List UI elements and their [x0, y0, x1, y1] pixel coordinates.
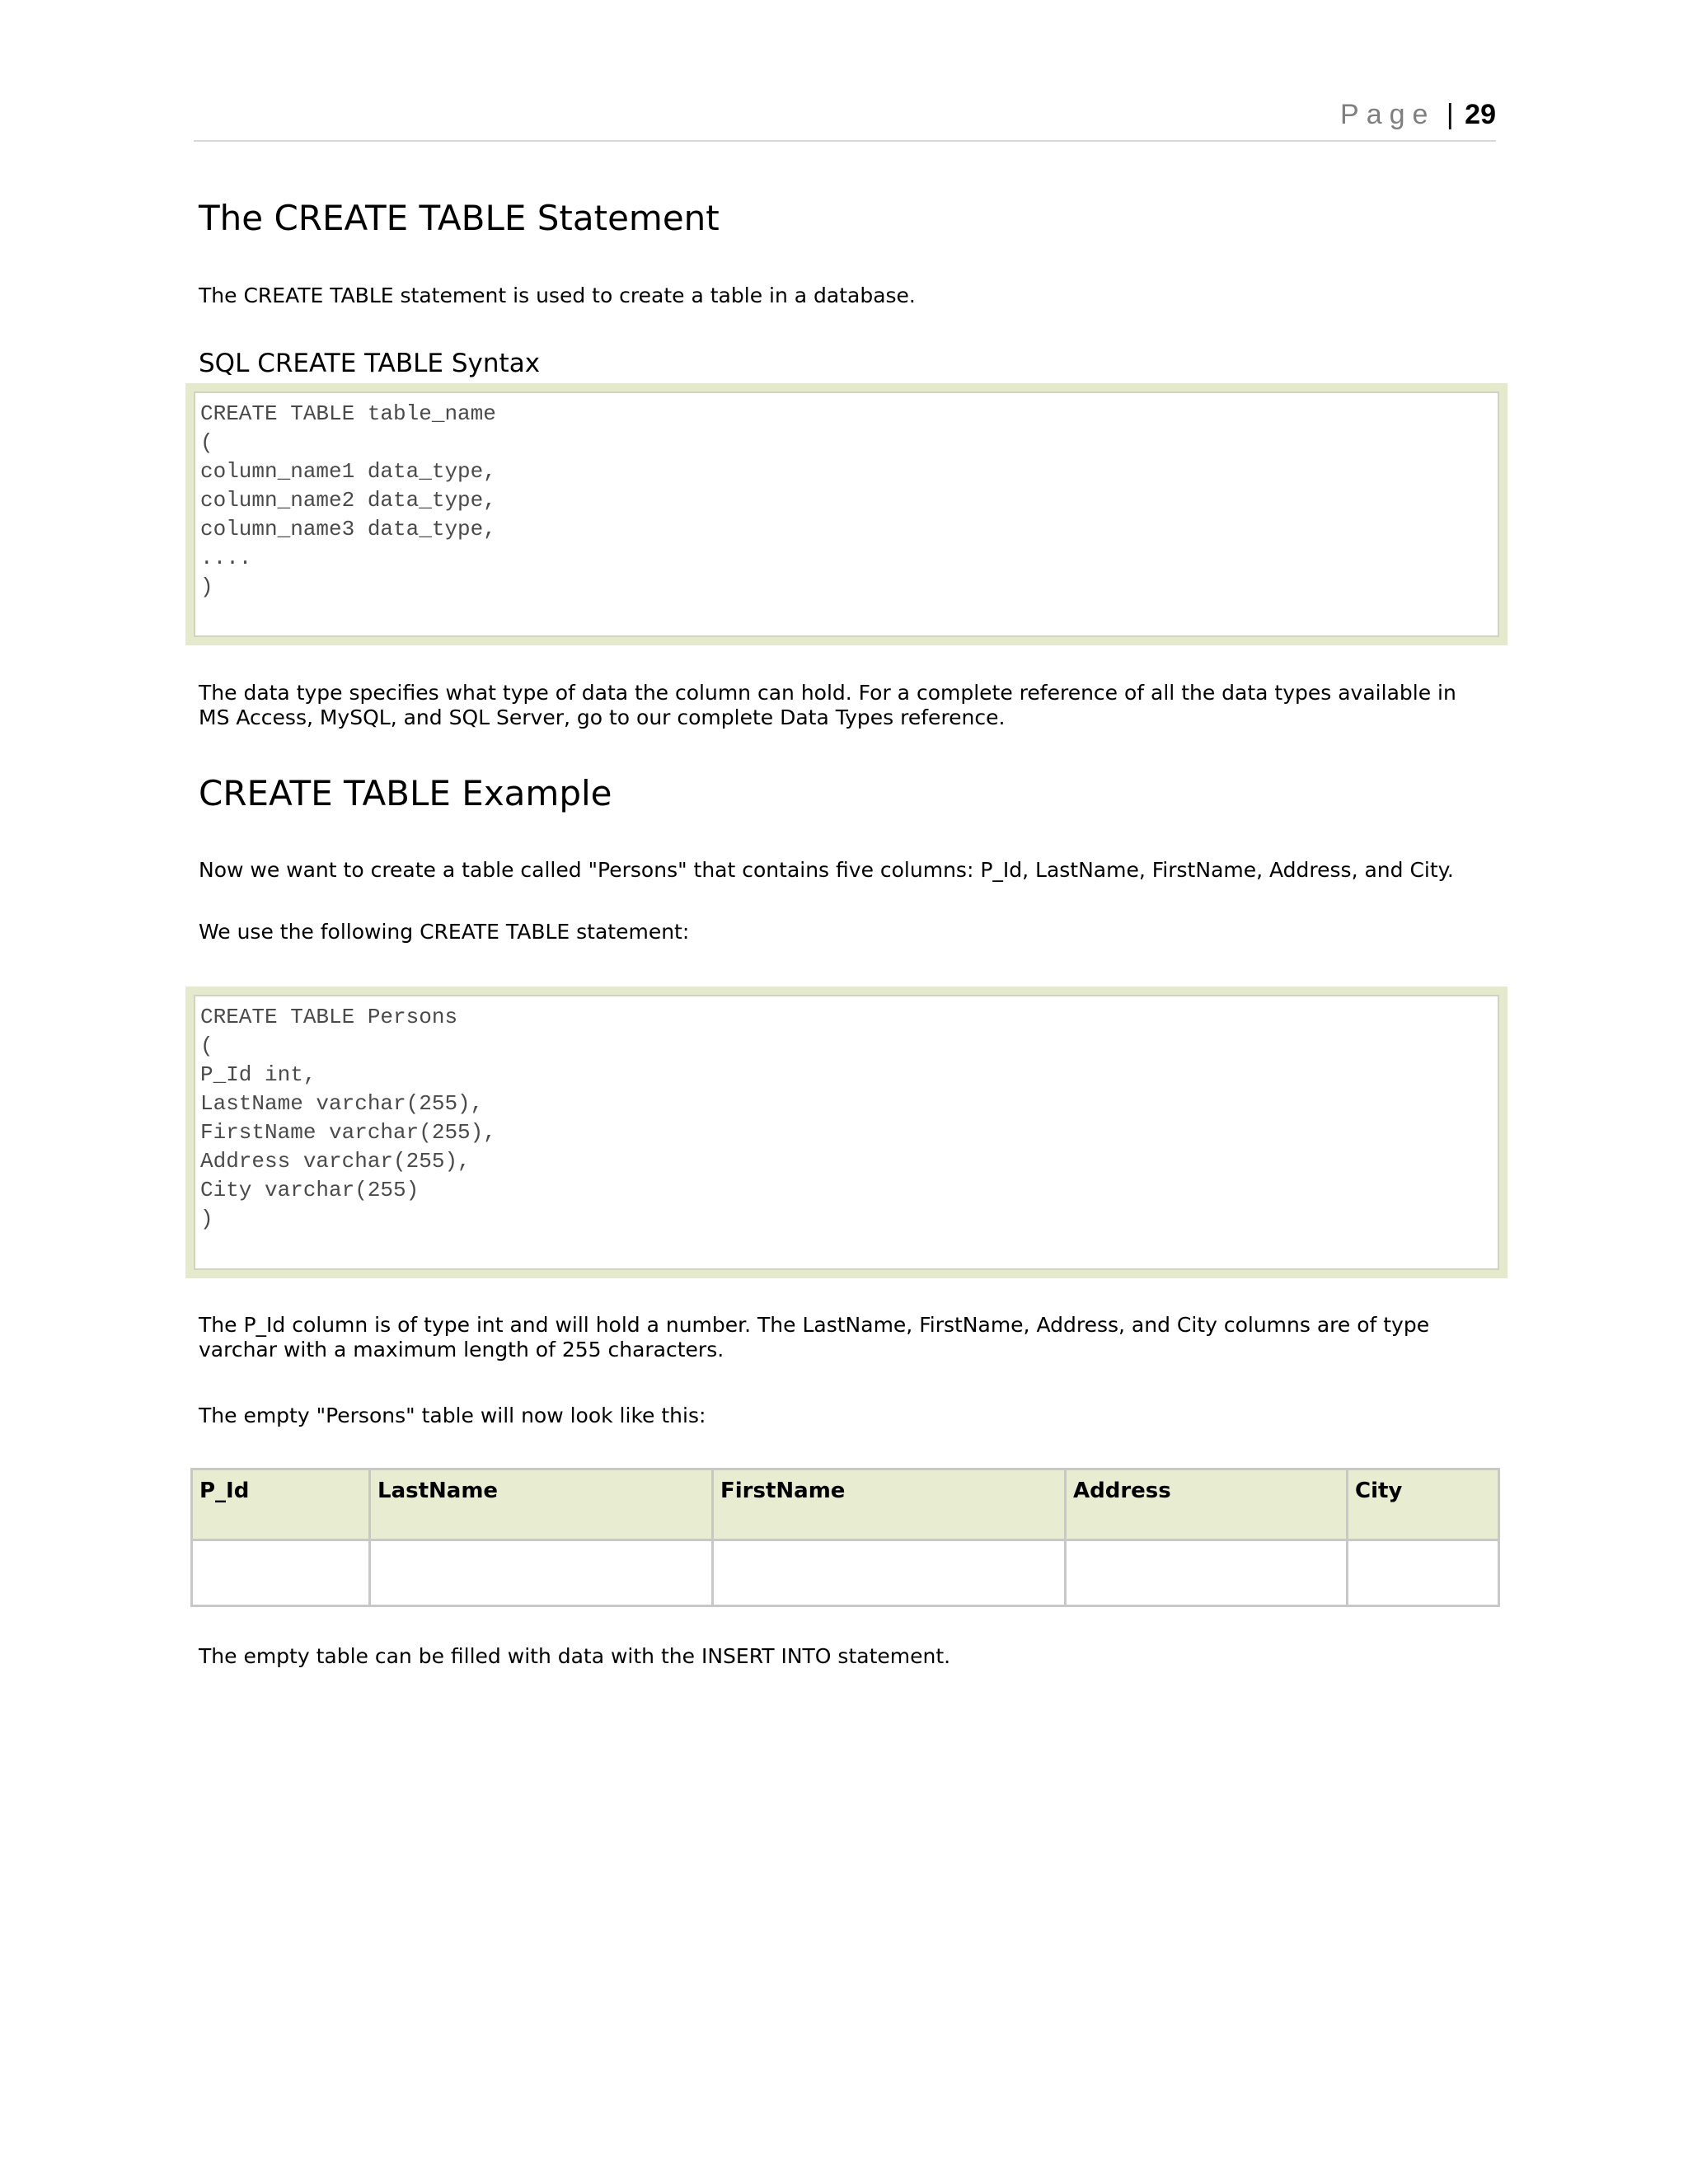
datatype-note-paragraph: The data type specifies what type of data the column can hold. For a complete reference of all the data types available in MS Access, MySQL, and SQL Server, go to our complete Data Types reference. — [199, 681, 1456, 729]
persons-table — [190, 1468, 1500, 1607]
table-cell — [192, 1540, 370, 1606]
column-header-city: City — [1348, 1469, 1499, 1540]
explanation-paragraph: The P_Id column is of type int and will hold a number. The LastName, FirstName, Address, and City columns are of type varchar with a maximum length of 255 characters. — [199, 1313, 1430, 1361]
table-row — [192, 1540, 1499, 1606]
intro-paragraph: The CREATE TABLE statement is used to create a table in a database. — [199, 284, 916, 307]
example-code-area — [194, 995, 1499, 1270]
page-header — [194, 89, 1496, 142]
example-lead-paragraph: We use the following CREATE TABLE statement: — [199, 920, 690, 944]
column-header-firstname: FirstName — [713, 1469, 1066, 1540]
code-line: ( — [200, 430, 213, 455]
example-code-block — [185, 987, 1507, 1278]
section-title-create-table-example: CREATE TABLE Example — [199, 773, 612, 813]
table-cell — [370, 1540, 713, 1606]
section-title-create-table-statement: The CREATE TABLE Statement — [199, 198, 720, 238]
column-header-lastname: LastName — [370, 1469, 713, 1540]
syntax-heading: SQL CREATE TABLE Syntax — [199, 349, 541, 378]
example-intro-paragraph: Now we want to create a table called "Persons" that contains five columns: P_Id, LastName, FirstName, Address, and City. — [199, 858, 1454, 882]
table-cell — [1348, 1540, 1499, 1606]
code-line: column_name3 data_type, — [200, 517, 496, 541]
syntax-code-area — [194, 391, 1499, 637]
closing-paragraph: The empty table can be filled with data with the INSERT INTO statement. — [199, 1644, 951, 1668]
code-line: CREATE TABLE Persons — [200, 1005, 458, 1029]
page-word: Page — [1340, 99, 1436, 130]
code-line: ( — [200, 1033, 213, 1058]
code-line: ) — [200, 574, 213, 599]
table-cell — [713, 1540, 1066, 1606]
page-number-label — [1340, 101, 1496, 129]
page-number: 29 — [1465, 99, 1496, 130]
table-header-row — [192, 1469, 1499, 1540]
table-cell — [1066, 1540, 1348, 1606]
code-line: ) — [200, 1207, 213, 1231]
code-line: column_name1 data_type, — [200, 459, 496, 484]
code-line: LastName varchar(255), — [200, 1091, 484, 1116]
table-intro-paragraph: The empty "Persons" table will now look like this: — [199, 1404, 706, 1427]
page-separator: | — [1446, 99, 1454, 130]
code-line: column_name2 data_type, — [200, 488, 496, 513]
code-line: FirstName varchar(255), — [200, 1120, 496, 1145]
syntax-code-block — [185, 383, 1507, 645]
code-line: Address varchar(255), — [200, 1149, 471, 1174]
code-line: P_Id int, — [200, 1062, 316, 1087]
code-line: City varchar(255) — [200, 1178, 420, 1202]
column-header-p-id: P_Id — [192, 1469, 370, 1540]
code-line: CREATE TABLE table_name — [200, 401, 496, 426]
code-line: .... — [200, 546, 252, 570]
column-header-address: Address — [1066, 1469, 1348, 1540]
